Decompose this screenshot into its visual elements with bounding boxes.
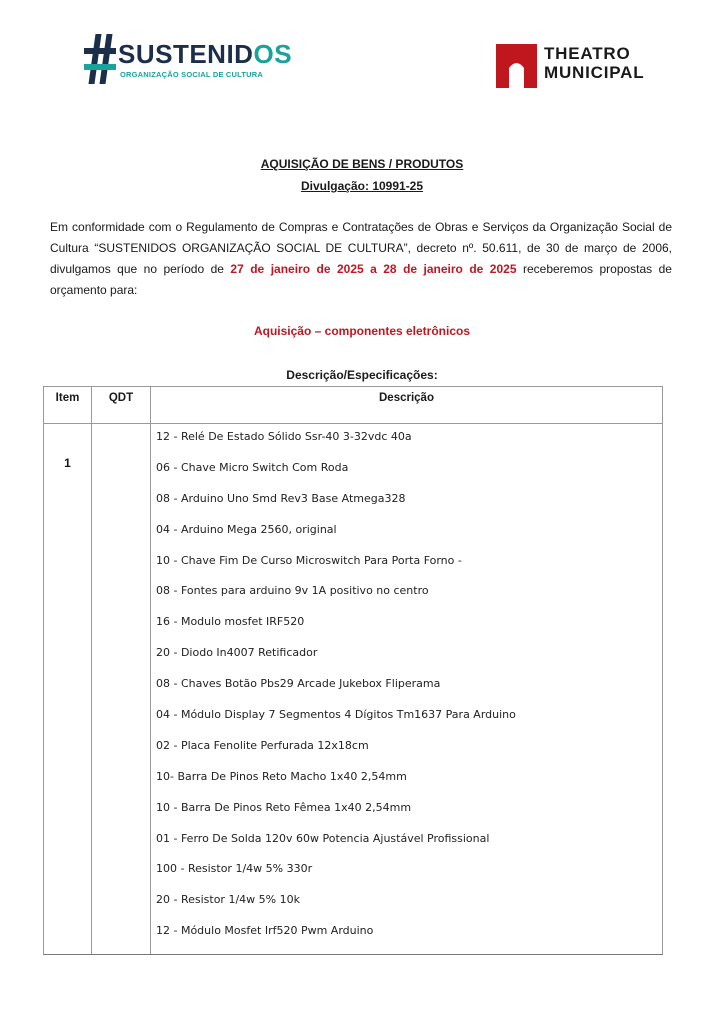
item-description-list <box>156 425 656 950</box>
list-item: 20 - Diodo In4007 Retificador <box>156 646 318 660</box>
item-number: 1 <box>64 456 71 470</box>
column-divider <box>91 387 92 954</box>
acquisition-subject: Aquisição – componentes eletrônicos <box>253 324 471 338</box>
list-item: 12 - Módulo Mosfet Irf520 Pwm Arduino <box>156 924 374 938</box>
list-item: 04 - Arduino Mega 2560, original <box>156 522 337 536</box>
list-item: 10- Barra De Pinos Reto Macho 1x40 2,54mm <box>156 769 407 783</box>
disclosure-number: Divulgação: 10991-25 <box>300 179 424 193</box>
items-table <box>43 386 663 955</box>
column-header-description: Descrição <box>379 392 434 404</box>
sustenidos-logo-subtitle: ORGANIZAÇÃO SOCIAL DE CULTURA <box>120 70 264 79</box>
intro-paragraph <box>50 217 672 301</box>
theatro-arch-icon <box>496 44 537 88</box>
sustenidos-logo-name: SUSTENIDOS <box>118 39 293 69</box>
list-item: 02 - Placa Fenolite Perfurada 12x18cm <box>156 738 369 752</box>
specifications-heading: Descrição/Especificações: <box>286 368 438 382</box>
intro-text-after: receberemos propostas de orçamento para: <box>50 262 672 297</box>
list-item: 10 - Chave Fim De Curso Microswitch Para Porta Forno - <box>156 553 462 567</box>
theatro-municipal-logo <box>496 42 661 88</box>
list-item: 10 - Barra De Pinos Reto Fêmea 1x40 2,54mm <box>156 800 412 814</box>
list-item: 06 - Chave Micro Switch Com Roda <box>156 460 349 474</box>
list-item: 12 - Relé De Estado Sólido Ssr-40 3-32vdc 40a <box>156 430 412 443</box>
list-item: 08 - Arduino Uno Smd Rev3 Base Atmega328 <box>156 491 406 505</box>
list-item: 20 - Resistor 1/4w 5% 10k <box>156 893 300 907</box>
column-header-qty: QDT <box>108 392 134 404</box>
document-title: AQUISIÇÃO DE BENS / PRODUTOS <box>260 157 464 171</box>
column-header-item: Item <box>55 392 80 404</box>
sustenidos-logo <box>84 34 293 88</box>
list-item: 01 - Ferro De Solda 120v 60w Potencia Ajustável Profissional <box>156 831 490 845</box>
list-item: 100 - Resistor 1/4w 5% 330r <box>156 862 313 876</box>
proposal-period: 27 de janeiro de 2025 a 28 de janeiro de 2025 <box>230 262 517 276</box>
column-divider <box>150 387 151 954</box>
list-item: 08 - Chaves Botão Pbs29 Arcade Jukebox Fliperama <box>156 677 441 691</box>
list-item: 08 - Fontes para arduino 9v 1A positivo no centro <box>156 584 429 598</box>
theatro-municipal-wordmark: THEATRO MUNICIPAL <box>544 44 645 82</box>
hash-icon <box>84 34 116 84</box>
header-divider <box>44 423 662 424</box>
list-item: 16 - Modulo mosfet IRF520 <box>156 615 305 629</box>
intro-text-before: Em conformidade com o Regulamento de Compras e Contratações de Obras e Serviços da Organização Social de Cultura “SUSTENIDOS ORGANIZAÇÃO SOCIAL DE CULTURA”, decreto nº. 50.611, de 30 de março de 2006, divulgamos que no período de <box>50 220 672 276</box>
list-item: 04 - Módulo Display 7 Segmentos 4 Dígitos Tm1637 Para Arduino <box>156 708 516 722</box>
